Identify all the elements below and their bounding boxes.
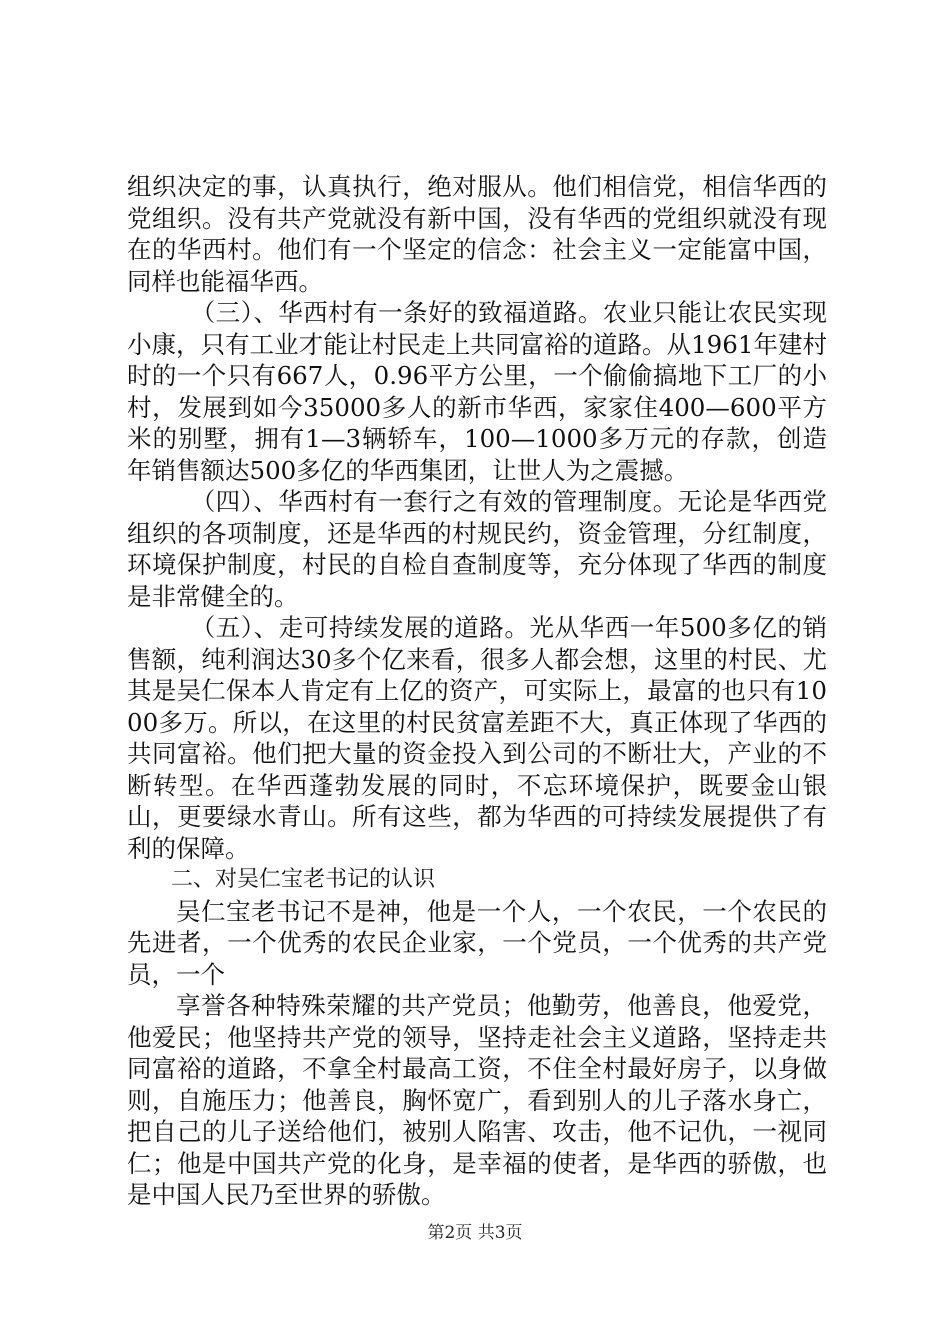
paragraph-wu-renbao-1: 吴仁宝老书记不是神，他是一个人，一个农民，一个农民的先进者，一个优秀的农民企业家，一个党员，一个优秀的共产党员，一个 xyxy=(127,896,827,989)
paragraph-section-5: （五）、走可持续发展的道路。光从华西一年500多亿的销售额，纯利润达30多个亿来看，很多人都会想，这里的村民、尤其是吴仁保本人肯定有上亿的资产，可实际上，最富的也只有1000多万。所以，在这里的村民贫富差距不大，真正体现了华西的共同富裕。他们把大量的资金投入到公司的不断壮大，产业的不断转型。在华西蓬勃发展的同时，不忘环境保护，既要金山银山，更要绿水青山。所有这些，都为华西的可持续发展提供了有利的保障。 xyxy=(127,613,827,863)
paragraph-wu-renbao-2: 享誉各种特殊荣耀的共产党员；他勤劳，他善良，他爱党，他爱民；他坚持共产党的领导，坚持走社会主义道路，坚持走共同富裕的道路，不拿全村最高工资，不住全村最好房子，以身做则，自施压力；他善良，胸怀宽广，看到别人的儿子落水身亡，把自己的儿子送给他们，被别人陷害、攻击，他不记仇，一视同仁；他是中国共产党的化身，是幸福的使者，是华西的骄傲，也是中国人民乃至世界的骄傲。 xyxy=(127,991,827,1209)
page-number-footer: 第2页 共3页 xyxy=(427,1223,523,1243)
paragraph-section-3: （三）、华西村有一条好的致福道路。农业只能让农民实现小康，只有工业才能让村民走上共同富裕的道路。从1961年建村时的一个只有667人，0.96平方公里，一个偷偷搞地下工厂的小村，发展到如今35000多人的新市华西，家家住400—600平方米的别墅，拥有1—3辆轿车，100—1000多万元的存款，创造年销售额达500多亿的华西集团，让世人为之震撼。 xyxy=(127,298,827,485)
paragraph-section-4: （四）、华西村有一套行之有效的管理制度。无论是华西党组织的各项制度，还是华西的村规民约，资金管理，分红制度，环境保护制度，村民的自检自查制度等，充分体现了华西的制度是非常健全的。 xyxy=(127,487,827,611)
section-heading-2: 二、对吴仁宝老书记的认识 xyxy=(171,867,436,892)
document-body xyxy=(127,171,827,1211)
paragraph-continuation: 组织决定的事，认真执行，绝对服从。他们相信党，相信华西的党组织。没有共产党就没有新中国，没有华西的党组织就没有现在的华西村。他们有一个坚定的信念：社会主义一定能富中国，同样也能福华西。 xyxy=(127,172,827,296)
